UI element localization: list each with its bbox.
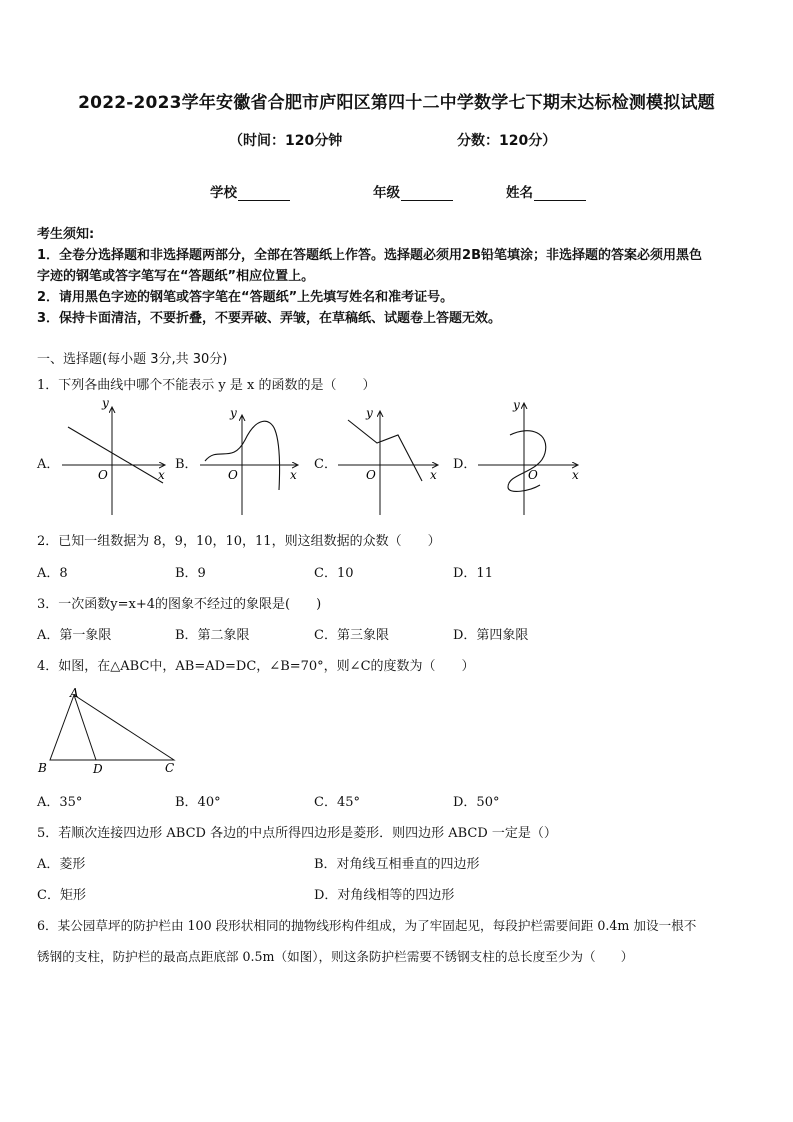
q4-triangle-figure [30, 685, 190, 777]
graph-b [200, 406, 298, 515]
graph-c-y-label: y [366, 406, 373, 420]
school-label: 学校 [210, 185, 237, 201]
graph-c [338, 406, 438, 515]
q3-option-c: C．第三象限 [314, 628, 389, 643]
graph-a-x-label: x [158, 468, 165, 482]
graph-d-y-label: y [513, 398, 520, 412]
notes-heading: 考生须知: [37, 227, 95, 242]
graph-b-x-label: x [290, 468, 297, 482]
q5-option-a: A．菱形 [37, 857, 86, 872]
q4-option-c: C．45° [314, 795, 360, 810]
q4-option-d: D．50° [453, 795, 500, 810]
question-3-stem: 3．一次函数y=x+4的图象不经过的象限是( ) [37, 597, 322, 612]
name-field [506, 181, 586, 201]
graph-a-origin-label: O [98, 468, 108, 482]
q2-option-d: D．11 [453, 566, 493, 581]
name-blank [534, 186, 586, 201]
school-blank [238, 186, 290, 201]
segment-ad [74, 695, 96, 760]
q1-option-d: D． [453, 457, 477, 472]
total-score: 分数：120分） [457, 133, 557, 149]
grade-blank [401, 186, 453, 201]
note-line-1: 1．全卷分选择题和非选择题两部分，全部在答题纸上作答。选择题必须用2B铅笔填涂；非选择题的答案必须用黑色 [37, 248, 703, 263]
grade-field [373, 181, 453, 201]
name-label: 姓名 [506, 185, 533, 201]
school-field [210, 181, 290, 201]
q2-option-b: B．9 [175, 566, 206, 581]
graph-a [62, 396, 165, 515]
q1-option-a: A． [37, 457, 60, 472]
graph-b-y-label: y [230, 406, 237, 420]
note-line-2: 字迹的钢笔或答字笔写在“答题纸”相应位置上。 [37, 269, 315, 284]
graph-c-polyline [348, 420, 422, 481]
q3-option-d: D．第四象限 [453, 628, 529, 643]
question-6-stem-line-2: 锈钢的支柱，防护栏的最高点距底部 0.5m（如图），则这条防护栏需要不锈钢支柱的总长度至少为（ ） [37, 949, 634, 964]
q5-option-d: D．对角线相等的四边形 [314, 888, 455, 903]
graph-d-curve [508, 431, 546, 492]
vertex-d-label: D [93, 762, 103, 776]
note-line-3: 2．请用黑色字迹的钢笔或答字笔在“答题纸”上先填写姓名和准考证号。 [37, 290, 454, 305]
question-4-stem: 4．如图，在△ABC中，AB=AD=DC，∠B=70°，则∠C的度数为（ ） [37, 659, 475, 674]
question-2-stem: 2．已知一组数据为 8，9，10，10，11，则这组数据的众数（ ） [37, 534, 441, 549]
triangle-abc [50, 695, 174, 760]
q1-graphs [0, 395, 793, 520]
question-1-stem: 1．下列各曲线中哪个不能表示 y 是 x 的函数的是（ ） [37, 378, 376, 393]
question-6-stem-line-1: 6．某公园草坪的防护栏由 100 段形状相同的抛物线形构件组成，为了牢固起见，每段护栏需要间距 0.4m 加设一根不 [37, 918, 697, 933]
q5-option-b: B．对角线互相垂直的四边形 [314, 857, 480, 872]
question-5-stem: 5．若顺次连接四边形 ABCD 各边的中点所得四边形是菱形．则四边形 ABCD 一定是（） [37, 826, 557, 841]
q5-option-c: C．矩形 [37, 888, 86, 903]
vertex-b-label: B [38, 761, 47, 775]
q3-option-b: B．第二象限 [175, 628, 250, 643]
q2-option-c: C．10 [314, 566, 354, 581]
section-heading: 一、选择题(每小题 3分,共 30分) [37, 352, 228, 367]
graph-c-x-label: x [430, 468, 437, 482]
time-limit: （时间：120分钟 [229, 133, 343, 149]
q2-option-a: A．8 [37, 566, 68, 581]
q1-option-c: C． [314, 457, 337, 472]
q1-option-b: B． [175, 457, 198, 472]
graph-d-origin-label: O [528, 468, 538, 482]
vertex-a-label: A [70, 686, 79, 700]
vertex-c-label: C [165, 761, 175, 775]
note-line-4: 3．保持卡面清洁，不要折叠，不要弄破、弄皱，在草稿纸、试题卷上答题无效。 [37, 311, 502, 326]
grade-label: 年级 [373, 185, 400, 201]
q4-option-a: A．35° [37, 795, 83, 810]
graph-b-origin-label: O [228, 468, 238, 482]
graph-a-line [68, 427, 163, 483]
graph-d-x-label: x [572, 468, 579, 482]
q4-option-b: B．40° [175, 795, 221, 810]
graph-a-y-label: y [102, 396, 109, 410]
graph-d [478, 398, 579, 515]
page-title: 2022-2023学年安徽省合肥市庐阳区第四十二中学数学七下期末达标检测模拟试题 [78, 93, 715, 113]
graph-c-origin-label: O [366, 468, 376, 482]
q3-option-a: A．第一象限 [37, 628, 112, 643]
